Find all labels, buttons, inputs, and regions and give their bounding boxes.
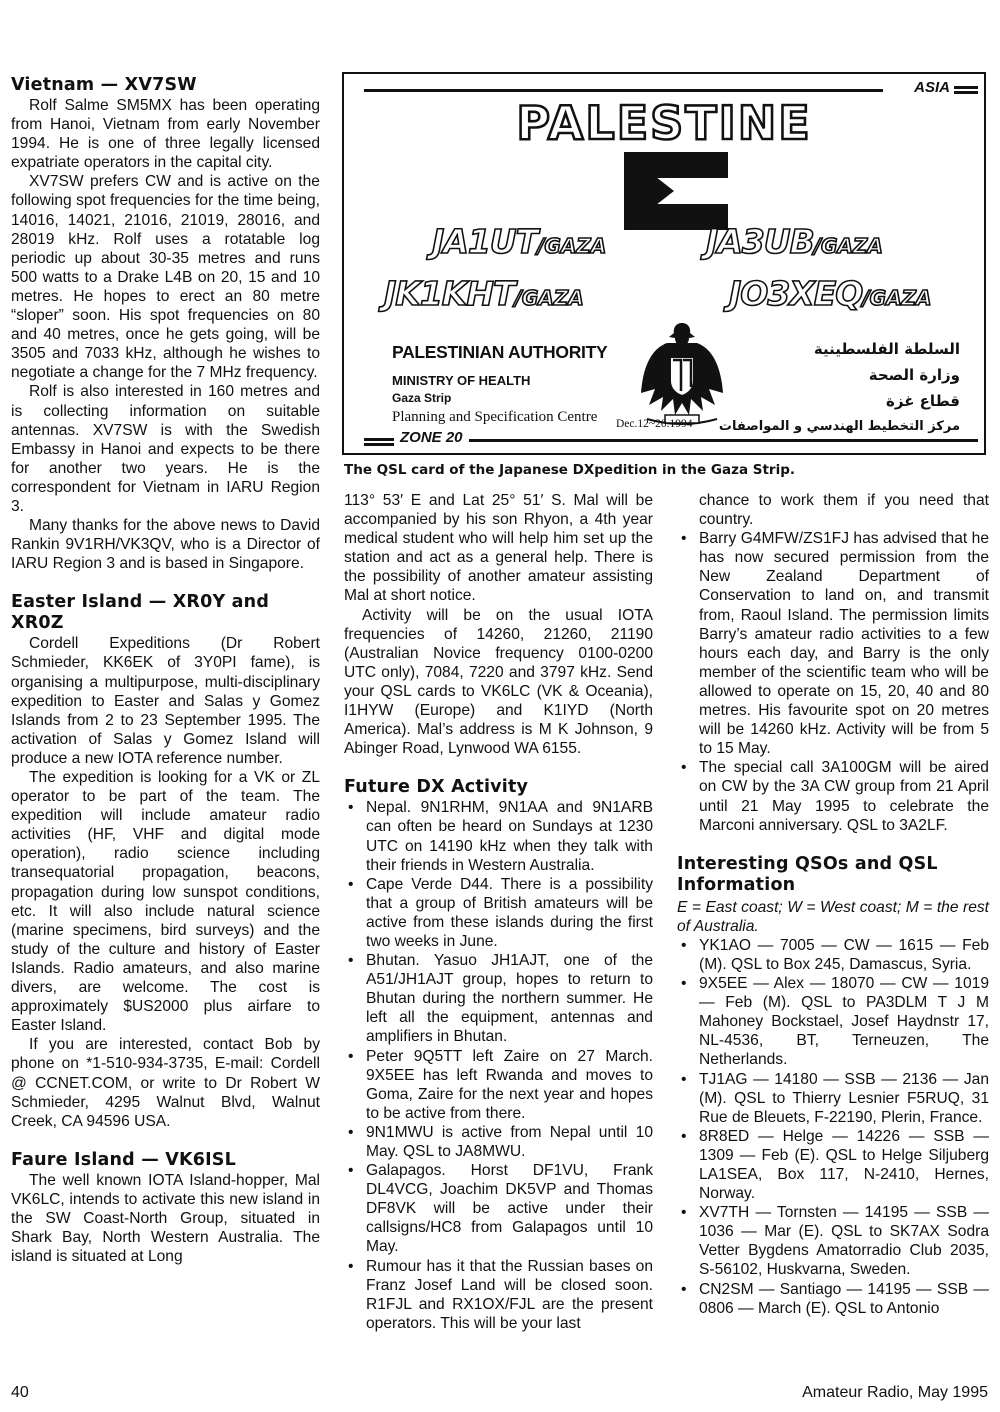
arabic-line: قطاع غزة <box>886 392 960 410</box>
paragraph: 113° 53′ E and Lat 25° 51′ S. Mal will be accompanied by his son Rhyon, a 4th year medical student who will help him set up the station and act as a general help. There is the possibility of another amateur assisting Mal at short notice. <box>344 492 653 605</box>
list-item: • Bhutan. Yasuo JH1AJT, one of the A51/JH1AJT group, hopes to return to Bhutan during the northern summer. He left all the equipment, antennas and amplifiers in Bhutan. <box>344 951 653 1046</box>
region-label: ASIA <box>914 79 950 96</box>
list-item: • Peter 9Q5TT left Zaire on 27 March. 9X5EE has left Rwanda and moves to Goma, Zaire for the next year and hopes to be active from there. <box>344 1047 653 1123</box>
heading-future-dx-activity: Future DX Activity <box>344 777 529 798</box>
list-item: • Rumour has it that the Russian bases on Franz Josef Land will be closed soon. R1FJL and RX1OX/FJL are the present operators. This will be your last <box>344 1257 653 1333</box>
heading-interesting-qsos: Interesting QSOs and QSL Information <box>677 853 938 895</box>
column-left <box>11 75 320 1266</box>
authority-name: PALESTINIAN AUTHORITY <box>392 342 608 362</box>
paragraph: The expedition is looking for a VK or ZL operator to be part of the team. The expedition will include amateur radio activities (HF, VHF and digital mode operation), radio science including transequatorial propagation, beacons, propagation during low sunspot conditions, etc. It will also include natural science (marine specimens, bird surveys) and the study of the culture and history of Easter Islands. Radio amateurs, and also marine divers, are welcome. The cost is approximately $US2000 plus airfare to Easter Island. <box>11 769 320 1035</box>
paragraph: XV7SW prefers CW and is active on the following spot frequencies for the time being, 14016, 14021, 21016, 21019, 28016, and 28019 kHz. Rolf uses a rotatable log periodic up about 30-35 metres and runs 500 watts to a Drake L4B on 20, 15 and 10 metres. He hopes to erect an 80 metre “sloper” soon. His spot frequencies on 80 and 40 metres, once he gets going, will be 3505 and 7033 kHz, although he wishes to negotiate a change for the 7 MHz frequency. <box>11 173 320 382</box>
arabic-line: وزارة الصحة <box>868 366 960 384</box>
list-item: • Barry G4MFW/ZS1FJ has advised that he has now secured permission from the New Zealand Department of Conservation to land on, and transmit from, Raoul Island. The permission limits Barry’s amateur radio activities to a few hours each day, and Barry is the only member of the scientific team who will be allowed to operate on 15, 20, 40 and 80 metres. His favourite spot on 20 metres will be 14260 kHz. Activity will be from 5 to 15 May. <box>677 529 989 758</box>
list-item: • Galapagos. Horst DF1VU, Frank DL4VCG, Joachim DK5VP and Thomas DF8VK will be active under their callsigns/HC8 from Galapagos until 10 May. <box>344 1161 653 1256</box>
legend-text: E = East coast; W = West coast; M = the rest of Australia. <box>677 898 989 935</box>
paragraph: Rolf is also interested in 160 metres and is collecting information on suitable antennas. XV7SW is with the Swedish Embassy in Hanoi and expects to be there for another two years. He is the correspondent for Vietnam in IARU Region 3. <box>11 383 320 515</box>
callsign: JA3UB/GAZA <box>706 222 883 261</box>
figure-caption: The QSL card of the Japanese DXpedition in the Gaza Strip. <box>344 462 796 478</box>
list-item: • The special call 3A100GM will be aired on CW by the 3A CW group from 21 April until 21 May 1995 to celebrate the Marconi anniversary. QSL to 3A2LF. <box>677 758 989 834</box>
country-title: PALESTINE <box>516 96 812 150</box>
callsign: JK1KHT/GAZA <box>384 274 584 313</box>
paragraph: If you are interested, contact Bob by phone on *1-510-934-3735, E-mail: Cordell @ CCNET.COM, or write to Dr Robert W Schmieder, 4295 Walnut Blvd, Walnut Creek, CA 94596 USA. <box>11 1036 320 1130</box>
future-dx-list <box>344 798 653 1333</box>
place-name: Gaza Strip <box>392 391 452 405</box>
centre-name: Planning and Specification Centre <box>392 409 598 425</box>
callsign: JO3XEQ/GAZA <box>729 274 932 313</box>
publication-footer: Amateur Radio, May 1995 <box>802 1384 988 1401</box>
palestine-flag-icon <box>624 152 728 230</box>
paragraph: Activity will be on the usual IOTA frequencies of 14260, 21260, 21190 (Australian Novice frequency 0100-0200 UTC only), 7084, 7220 and 3797 kHz. Send your QSL cards to VK6LC (VK & Oceania), I1HYW (Europe) and K1IYD (North America). Mal’s address is M K Johnson, 9 Abinger Road, Lynwood WA 6155. <box>344 606 653 758</box>
eagle-emblem-icon <box>637 319 727 427</box>
callsign: JA1UT/GAZA <box>432 222 607 261</box>
heading-easter-island: Easter Island — XR0Y and XR0Z <box>11 592 270 634</box>
qso-list <box>677 936 989 1318</box>
column-right <box>677 491 989 1318</box>
list-item: • 9X5EE — Alex — 18070 — CW — 1019 — Feb (M). QSL to PA3DLM T J M Mahoney Bockstael, Josef Haydnstr 17, NL-4536, BT, Terneuzen, The Netherlands. <box>677 974 989 1069</box>
column-middle <box>344 491 653 1333</box>
top-banner <box>364 79 978 96</box>
arabic-line: مركز التخطيط الهندسي و المواصفات <box>718 419 960 434</box>
qsl-card-figure <box>342 72 986 455</box>
list-item: • Nepal. 9N1RHM, 9N1AA and 9N1ARB can often be heard on Sundays at 1230 UTC on 14190 kHz when they talk with their friends in Western Australia. <box>344 798 653 874</box>
zone-label: ZONE 20 <box>400 429 463 446</box>
arabic-text-block <box>719 336 960 440</box>
arabic-line: السلطة الفلسطينية <box>813 340 960 358</box>
paragraph: Many thanks for the above news to David Rankin 9V1RH/VK3QV, who is a Director of IARU Region 3 and is based in Singapore. <box>11 517 320 573</box>
heading-faure-island: Faure Island — VK6ISL <box>11 1149 236 1170</box>
ministry-name: MINISTRY OF HEALTH <box>392 373 531 388</box>
list-item: • CN2SM — Santiago — 14195 — SSB — 0806 — March (E). QSL to Antonio <box>677 1280 989 1318</box>
paragraph: Rolf Salme SM5MX has been operating from Hanoi, Vietnam from early November 1994. He is one of three legally licensed expatriate operators in the capital city. <box>11 97 320 172</box>
paragraph: Cordell Expeditions (Dr Robert Schmieder, KK6EK of 3Y0PI fame), is organising a multipurpose, multi-disciplinary expedition to Easter and Salas y Gomez Islands from 2 to 23 September 1995. The activation of Salas y Gomez Island will produce a new IOTA reference number. <box>11 635 320 767</box>
list-item: • 9N1MWU is active from Nepal until 10 May. QSL to JA8MWU. <box>344 1123 653 1161</box>
authority-block <box>392 342 607 426</box>
list-item: • TJ1AG — 14180 — SSB — 2136 — Jan (M). QSL to Thierry Lesnier F5RUQ, 31 Rue de Bleuets, F-22190, Plerin, France. <box>677 1070 989 1127</box>
date-range: Dec.12~20.1994 <box>616 418 693 430</box>
page-number: 40 <box>11 1384 29 1401</box>
paragraph: chance to work them if you need that country. <box>699 492 989 529</box>
heading-vietnam: Vietnam — XV7SW <box>11 75 197 95</box>
paragraph: The well known IOTA Island-hopper, Mal VK6LC, intends to activate this new island in the SW Coast-North Group, situated in Shark Bay, North Western Australia. The island is situated at Long <box>11 1171 320 1266</box>
list-item: • YK1AO — 7005 — CW — 1615 — Feb (M). QSL to Box 245, Damascus, Syria. <box>677 936 989 974</box>
list-item: • Cape Verde D44. There is a possibility that a group of British amateurs will be active from these islands during the first two weeks in June. <box>344 875 653 951</box>
list-item: • 8R8ED — Helge — 14226 — SSB — 1309 — Feb (E). QSL to Helge Siljuberg LA1SEA, Box 117, N-2410, Hernes, Norway. <box>677 1127 989 1203</box>
future-dx-list-continued <box>677 529 989 835</box>
bottom-banner <box>364 429 978 446</box>
list-item: • XV7TH — Tornsten — 14195 — SSB — 1036 — Mar (E). QSL to SK7AX Sodra Vetter Bygdens Amatorradio Club 2035, S-56102, Huskvarna, Sweden. <box>677 1203 989 1279</box>
